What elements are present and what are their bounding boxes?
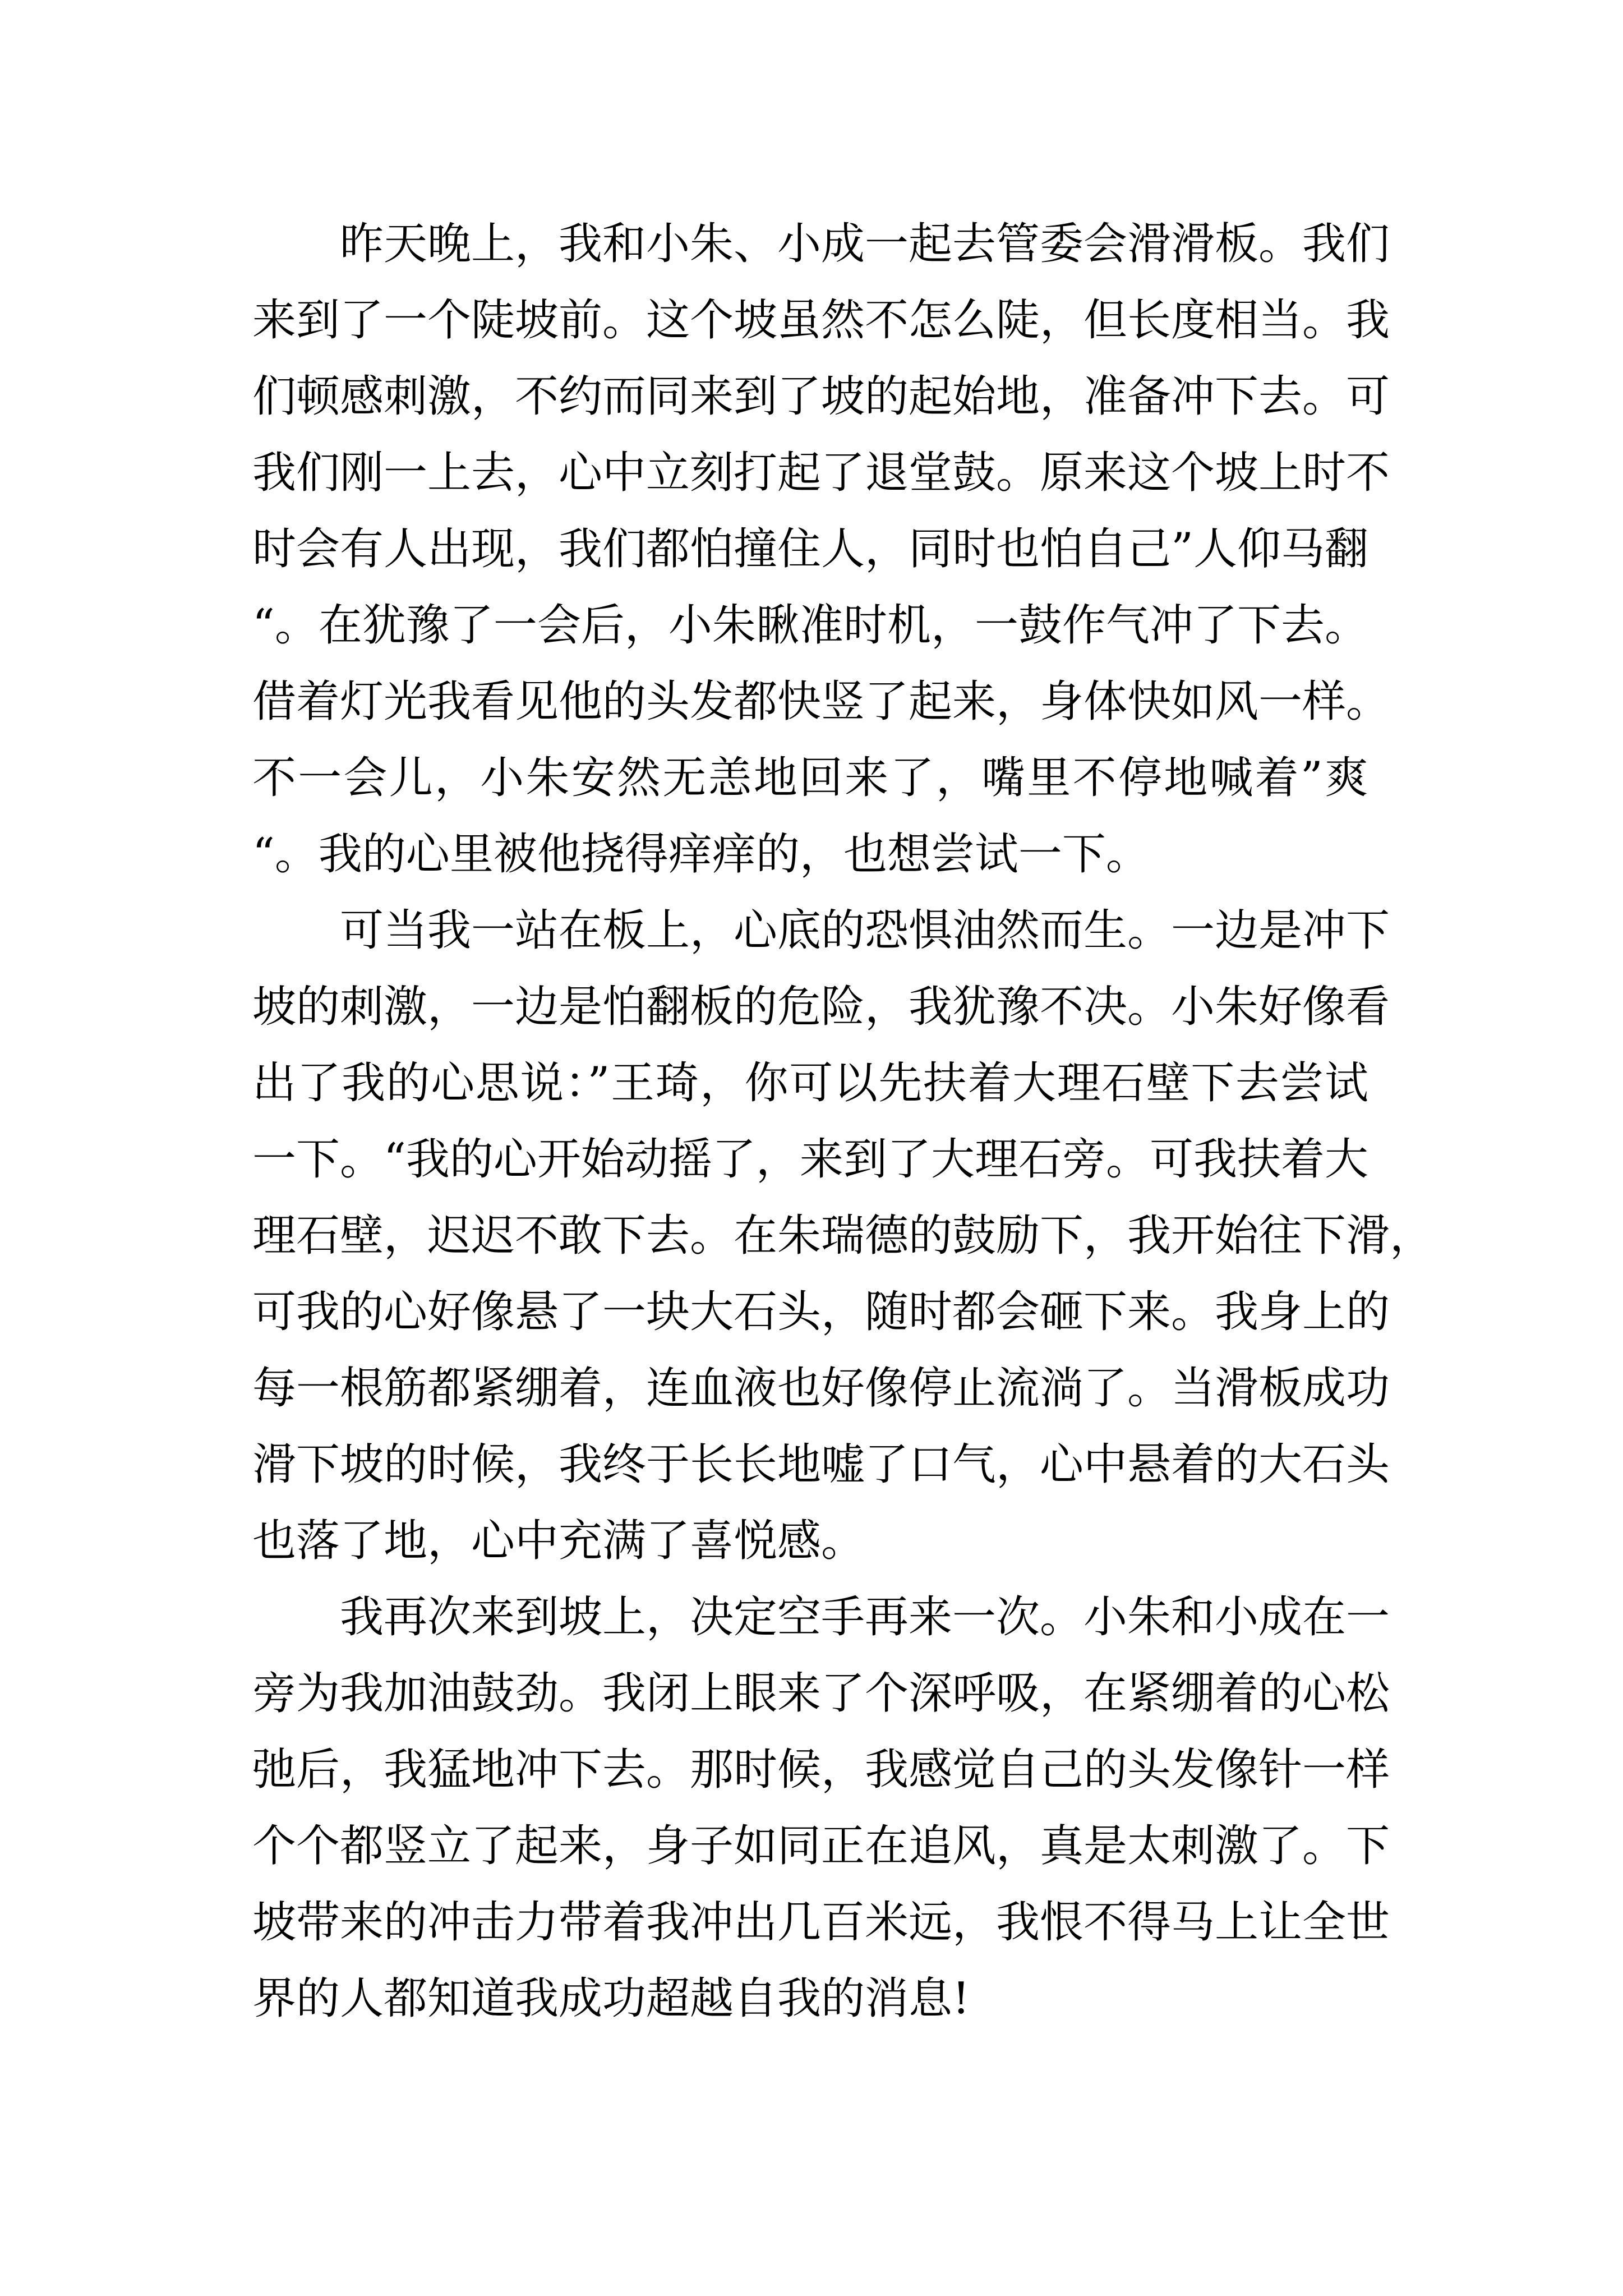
paragraph-3-line-6: 界的人都知道我成功超越自我的消息! (252, 1973, 970, 2024)
paragraph-2-line-5: 理石壁，迟迟不敢下去。在朱瑞德的鼓励下，我开始往下滑， (252, 1211, 1434, 1261)
paragraph-1-line-5: 时会有人出现，我们都怕撞住人，同时也怕自己”人仰马翻 (252, 524, 1368, 574)
paragraph-2-line-9: 也落了地，心中充满了喜悦感。 (252, 1516, 865, 1566)
paragraph-3-line-4: 个个都竖立了起来，身子如同正在追风，真是太刺激了。下 (252, 1821, 1390, 1871)
paragraph-1-line-4: 我们刚一上去，心中立刻打起了退堂鼓。原来这个坡上时不 (252, 448, 1390, 498)
paragraph-3-line-2: 旁为我加油鼓劲。我闭上眼来了个深呼吸，在紧绷着的心松 (252, 1668, 1390, 1719)
paragraph-1-line-6: “。在犹豫了一会后，小朱瞅准时机，一鼓作气冲了下去。 (252, 600, 1368, 651)
paragraph-2-line-7: 每一根筋都紧绷着，连血液也好像停止流淌了。当滑板成功 (252, 1363, 1390, 1414)
paragraph-1-line-9: “。我的心里被他挠得痒痒的，也想尝试一下。 (252, 829, 1150, 880)
paragraph-1-line-7: 借着灯光我看见他的头发都快竖了起来，身体快如风一样。 (252, 677, 1390, 727)
paragraph-3-line-5: 坡带来的冲击力带着我冲出几百米远，我恨不得马上让全世 (252, 1897, 1390, 1948)
paragraph-2-line-3: 出了我的心思说：”王琦，你可以先扶着大理石壁下去尝试 (252, 1058, 1368, 1108)
paragraph-2-line-8: 滑下坡的时候，我终于长长地嘘了口气，心中悬着的大石头 (252, 1439, 1390, 1490)
paragraph-1-line-3: 们顿感刺激，不约而同来到了坡的起始地，准备冲下去。可 (252, 371, 1390, 422)
paragraph-3-line-1: 我再次来到坡上，决定空手再来一次。小朱和小成在一 (340, 1592, 1390, 1642)
paragraph-1-line-1: 昨天晚上，我和小朱、小成一起去管委会滑滑板。我们 (340, 219, 1390, 269)
paragraph-1-line-8: 不一会儿，小朱安然无恙地回来了，嘴里不停地喊着”爽 (252, 753, 1368, 803)
paragraph-1-line-2: 来到了一个陡坡前。这个坡虽然不怎么陡，但长度相当。我 (252, 295, 1390, 346)
paragraph-2-line-4: 一下。“我的心开始动摇了，来到了大理石旁。可我扶着大 (252, 1134, 1368, 1185)
paragraph-2-line-2: 坡的刺激，一边是怕翻板的危险，我犹豫不决。小朱好像看 (252, 982, 1390, 1032)
paragraph-2-line-6: 可我的心好像悬了一块大石头，随时都会砸下来。我身上的 (252, 1287, 1390, 1337)
paragraph-3-line-3: 弛后，我猛地冲下去。那时候，我感觉自己的头发像针一样 (252, 1745, 1390, 1795)
paragraph-2-line-1: 可当我一站在板上，心底的恐惧油然而生。一边是冲下 (340, 905, 1390, 956)
